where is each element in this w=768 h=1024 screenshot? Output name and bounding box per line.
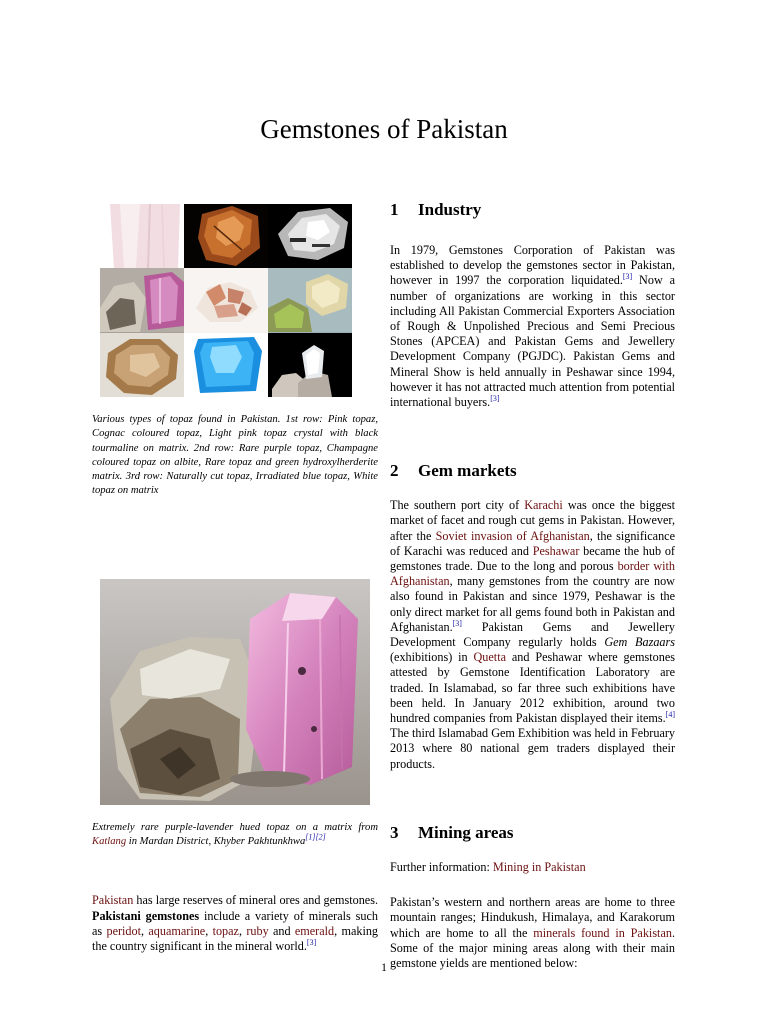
citation-3[interactable]: [3] (622, 272, 633, 282)
topaz-hydroxylherderite-image (268, 268, 352, 332)
s2-text-2: was once the biggest market of facet and rough cut gems in Pakistan. However, after the (390, 498, 676, 543)
link-karachi[interactable]: Karachi (524, 498, 563, 513)
s2-text-8: and Peshawar where gemstones attested by Gemstone Identification Laboratory are traded. In Islamabad, so far three such exhibitions have been held. In January 2012 exhibition, around two hundred companies from Pakistan displayed their items. (390, 650, 675, 726)
section-2-title: Gem markets (418, 461, 517, 481)
irradiated-blue-topaz-image (184, 333, 268, 397)
section-2-paragraph (390, 498, 675, 772)
section-2-number: 2 (390, 461, 399, 481)
s2-text-9: The third Islamabad Gem Exhibition was held in February 2013 where 80 national gem traders displayed their products. (390, 726, 675, 771)
link-mining-in-pakistan[interactable]: Mining in Pakistan (492, 859, 586, 874)
s2-text-7: (exhibitions) in (390, 650, 474, 665)
s3-text-2: . Some of the major mining areas along with their main gemstone yields are mentioned below: (390, 925, 675, 970)
link-peshawar[interactable]: Peshawar (532, 543, 580, 558)
link-quetta[interactable]: Quetta (473, 650, 506, 665)
intro-text-4: , making the country significant in the mineral world. (92, 923, 379, 953)
gem-bazaars-term: Gem Bazaars (604, 635, 675, 650)
citation-3[interactable]: [3] (452, 618, 462, 628)
intro-comma-3: , (238, 923, 247, 938)
link-border-afghanistan[interactable]: border with Afghanistan (390, 559, 675, 589)
s2-text-4: became the hub of gemstones trade. Due to the long and porous (390, 543, 675, 574)
section-1-title: Industry (418, 200, 482, 219)
intro-text-3: and (268, 923, 295, 938)
citation-4[interactable]: [4] (665, 710, 675, 720)
citation-3[interactable]: [3] (306, 937, 317, 947)
link-minerals-found-in-pakistan[interactable]: minerals found in Pakistan (533, 925, 672, 940)
s1-text-1: In 1979, Gemstones Corporation of Pakistan was established to develop the gemstones sector in Pakistan, however in 1997 the corporation liquidated. (390, 243, 675, 288)
link-katlang[interactable]: Katlang (92, 836, 127, 848)
figure2-caption-text-b: in Mardan District, Khyber Pakhtunkhwa (126, 836, 306, 848)
link-soviet-invasion[interactable]: Soviet invasion of Afghanistan (435, 528, 590, 543)
intro-bold-term: Pakistani gemstones (92, 908, 200, 923)
citation-1-2[interactable]: [1][2] (305, 832, 326, 842)
section-1-number: 1 (390, 200, 399, 219)
purple-topaz-matrix-photo (100, 579, 370, 805)
s3-text-1: Pakistan’s western and northern areas are home to three mountain ranges; Hindukush, Himalaya, and Karakorum which are home to all the (390, 895, 675, 940)
section-2-heading (390, 460, 675, 482)
light-pink-topaz-tourmaline-image (268, 204, 352, 268)
pink-topaz-image (100, 204, 184, 268)
page-number: 1 (381, 960, 387, 974)
s2-text-6: Pakistan Gems and Jewellery Development Company regularly holds (390, 619, 675, 650)
purple-topaz-image (100, 268, 184, 332)
champagne-topaz-albite-image (184, 268, 268, 332)
further-information-label: Further information: (390, 859, 493, 874)
link-peridot[interactable]: peridot (106, 923, 141, 938)
figure1-caption: Various types of topaz found in Pakistan. 1st row: Pink topaz, Cognac coloured topaz, Light pink topaz crystal with black tourmaline on matrix. 2nd row: Rare purple topaz, Champagne coloured topaz on albite, Rare topaz and green hydroxylherderite matrix. 3rd row: Naturally cut topaz, Irradiated blue topaz, White topaz on matrix (92, 414, 378, 497)
section-3-title: Mining areas (418, 822, 514, 842)
naturally-cut-topaz-image (100, 333, 184, 397)
further-information (390, 860, 675, 875)
intro-comma-2: , (205, 923, 213, 938)
link-ruby[interactable]: ruby (246, 923, 269, 938)
link-topaz[interactable]: topaz (212, 923, 239, 938)
intro-text-2: include a variety of minerals such as (92, 908, 378, 938)
figure2-caption (92, 821, 378, 850)
left-column (92, 204, 378, 954)
section-1-paragraph (390, 243, 675, 410)
figure2-caption-text-a: Extremely rare purple-lavender hued topaz on a matrix from (92, 821, 378, 833)
section-3-heading (390, 822, 675, 844)
link-emerald[interactable]: emerald (294, 923, 335, 938)
link-pakistan[interactable]: Pakistan (92, 893, 134, 908)
cognac-topaz-image (184, 204, 268, 268)
page-title: Gemstones of Pakistan (260, 114, 508, 144)
s1-text-2: Now a number of organizations are working in this sector including All Pakistan Commercial Exporters Association of Rough & Unpolished Precious and Semi Precious Stones (APCEA) and Pakistan Gems and Jewellery Development Company (PGJDC). Pakistan Gems and Mineral Show is held annually in Peshawar since 1994, however it has not attracted much attention from potential international buyers. (390, 273, 675, 410)
intro-comma-1: , (141, 923, 149, 938)
section-3-number: 3 (390, 822, 399, 842)
white-topaz-matrix-image (268, 333, 352, 397)
s2-text-1: The southern port city of (390, 498, 525, 513)
link-aquamarine[interactable]: aquamarine (148, 923, 206, 938)
section-1-heading (390, 199, 675, 221)
topaz-collage-figure (100, 204, 352, 397)
s2-text-3: , the significance of Karachi was reduced and (390, 528, 675, 558)
intro-text-1: has large reserves of mineral ores and gemstones. (133, 893, 378, 908)
citation-3[interactable]: [3] (490, 393, 500, 403)
right-column (390, 199, 675, 971)
s2-text-5: , many gemstones from the country are now also found in Pakistan and since 1979, Peshawar is the only direct market for all gems found both in Pakistan and Afghanistan. (390, 574, 675, 634)
intro-paragraph (92, 893, 378, 954)
